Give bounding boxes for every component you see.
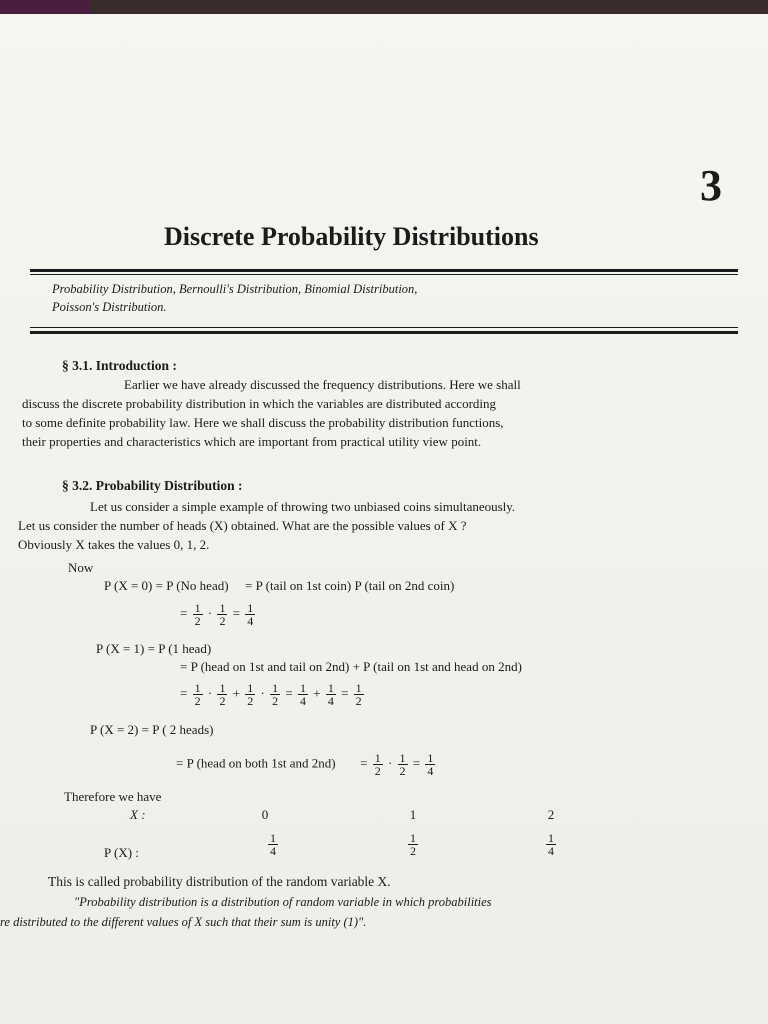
keywords-rule-thin [30, 327, 738, 328]
numerator: 1 [270, 831, 276, 845]
fraction [245, 682, 255, 707]
closing-paragraph [0, 872, 768, 932]
fraction [546, 832, 556, 857]
numerator: 1 [548, 831, 554, 845]
definition-line: "Probability distribution is a distribution of random variable in which probabilities [74, 895, 492, 909]
denominator: 2 [399, 764, 406, 778]
numerator: 1 [355, 681, 362, 695]
paragraph-line: This is called probability distribution of the random variable X. [48, 874, 391, 889]
equation-fraction-line [180, 682, 366, 707]
section-heading: § 3.2. Probability Distribution : [62, 478, 243, 493]
denominator: 2 [272, 694, 279, 708]
table-p-value [398, 832, 428, 857]
numerator: 1 [194, 681, 201, 695]
equation-line: P (X = 1) = P (1 head) [96, 641, 212, 656]
equation-line: P (X = 2) = P ( 2 heads) [90, 722, 214, 737]
paragraph-line: discuss the discrete probability distribution in which the variables are distributed according [22, 396, 497, 411]
fraction [193, 682, 203, 707]
numerator: 1 [427, 751, 434, 765]
denominator: 4 [327, 694, 334, 708]
table-x-label: X : [130, 807, 146, 822]
numerator: 1 [219, 601, 226, 615]
equation-rhs: = P (tail on 1st coin) P (tail on 2nd coin) [245, 578, 455, 593]
denominator: 2 [355, 694, 362, 708]
fraction [245, 602, 255, 627]
numerator: 1 [272, 681, 279, 695]
denominator: 2 [247, 694, 254, 708]
fraction [193, 602, 203, 627]
equals-sign: = [341, 685, 349, 701]
paragraph-line: Earlier we have already discussed the frequency distributions. Here we shall [124, 377, 521, 392]
page-top-edge [0, 0, 768, 14]
probability-paragraph [18, 497, 515, 554]
intro-paragraph [22, 375, 521, 451]
fraction [373, 752, 383, 777]
fraction [408, 832, 418, 857]
paragraph-line: Obviously X takes the values 0, 1, 2. [18, 537, 210, 552]
table-p-value [536, 832, 566, 857]
table-p-value [258, 832, 288, 857]
equals-sign: = [412, 755, 421, 771]
denominator: 2 [410, 844, 416, 858]
table-intro: Therefore we have [64, 789, 162, 804]
denominator: 4 [548, 844, 554, 858]
title-rule-thick [30, 269, 738, 272]
definition-line: re distributed to the different values of X such that their sum is unity (1)". [0, 915, 367, 929]
denominator: 4 [270, 844, 276, 858]
fraction [217, 602, 227, 627]
chapter-keywords [52, 280, 712, 316]
fraction [298, 682, 308, 707]
equals-sign: = [285, 685, 293, 701]
denominator: 4 [427, 764, 434, 778]
paragraph-line: Let us consider a simple example of throwing two unbiased coins simultaneously. [90, 499, 516, 514]
paragraph-line: Let us consider the number of heads (X) obtained. What are the possible values of X ? [18, 518, 467, 533]
fraction [354, 682, 364, 707]
page-top-accent [0, 0, 90, 14]
section-heading: § 3.1. Introduction : [62, 358, 177, 373]
denominator: 2 [374, 764, 381, 778]
dot-operator: · [387, 755, 393, 771]
denominator: 4 [247, 614, 254, 628]
numerator: 1 [327, 681, 334, 695]
equals-sign: = [360, 755, 368, 771]
fraction [425, 752, 435, 777]
equation-line [104, 578, 454, 594]
keywords-rule-thick [30, 331, 738, 334]
numerator: 1 [374, 751, 381, 765]
numerator: 1 [219, 681, 226, 695]
equation-fraction-line [176, 752, 437, 777]
paragraph-line: to some definite probability law. Here we shall discuss the probability distribution functions, [22, 415, 504, 430]
fraction [326, 682, 336, 707]
now-label: Now [68, 560, 94, 575]
fraction [268, 832, 278, 857]
numerator: 1 [194, 601, 201, 615]
numerator: 1 [410, 831, 416, 845]
denominator: 2 [219, 614, 226, 628]
table-p-label: P (X) : [104, 845, 139, 860]
table-x-value: 2 [547, 807, 555, 822]
denominator: 2 [194, 614, 201, 628]
numerator: 1 [247, 601, 254, 615]
dot-operator: · [207, 685, 213, 701]
keywords-line: Probability Distribution, Bernoulli's Distribution, Binomial Distribution, [52, 282, 418, 296]
numerator: 1 [247, 681, 254, 695]
equation-fraction-line [180, 602, 257, 627]
denominator: 2 [219, 694, 226, 708]
fraction [217, 682, 227, 707]
paragraph-line: their properties and characteristics which are important from practical utility view point. [22, 434, 482, 449]
plus-sign: + [232, 685, 241, 701]
fraction [398, 752, 408, 777]
equation-line: = P (head on 1st and tail on 2nd) + P (tail on 1st and head on 2nd) [180, 659, 522, 674]
denominator: 4 [299, 694, 306, 708]
equals-sign: = [180, 685, 188, 701]
chapter-number: 3 [700, 161, 722, 210]
fraction [270, 682, 280, 707]
table-x-value: 0 [261, 807, 269, 822]
chapter-title: Discrete Probability Distributions [164, 222, 539, 251]
keywords-line: Poisson's Distribution. [52, 300, 167, 314]
numerator: 1 [299, 681, 306, 695]
title-rule-thin [30, 274, 738, 275]
equals-sign: = [232, 605, 241, 621]
equals-sign: = [180, 605, 188, 621]
equation-lhs: P (X = 0) = P (No head) [104, 578, 229, 593]
denominator: 2 [194, 694, 201, 708]
dot-operator: · [207, 605, 213, 621]
equation-text: = P (head on both 1st and 2nd) [176, 755, 336, 771]
dot-operator: · [260, 685, 265, 701]
plus-sign: + [313, 685, 321, 701]
numerator: 1 [399, 751, 406, 765]
table-x-value: 1 [409, 807, 417, 822]
